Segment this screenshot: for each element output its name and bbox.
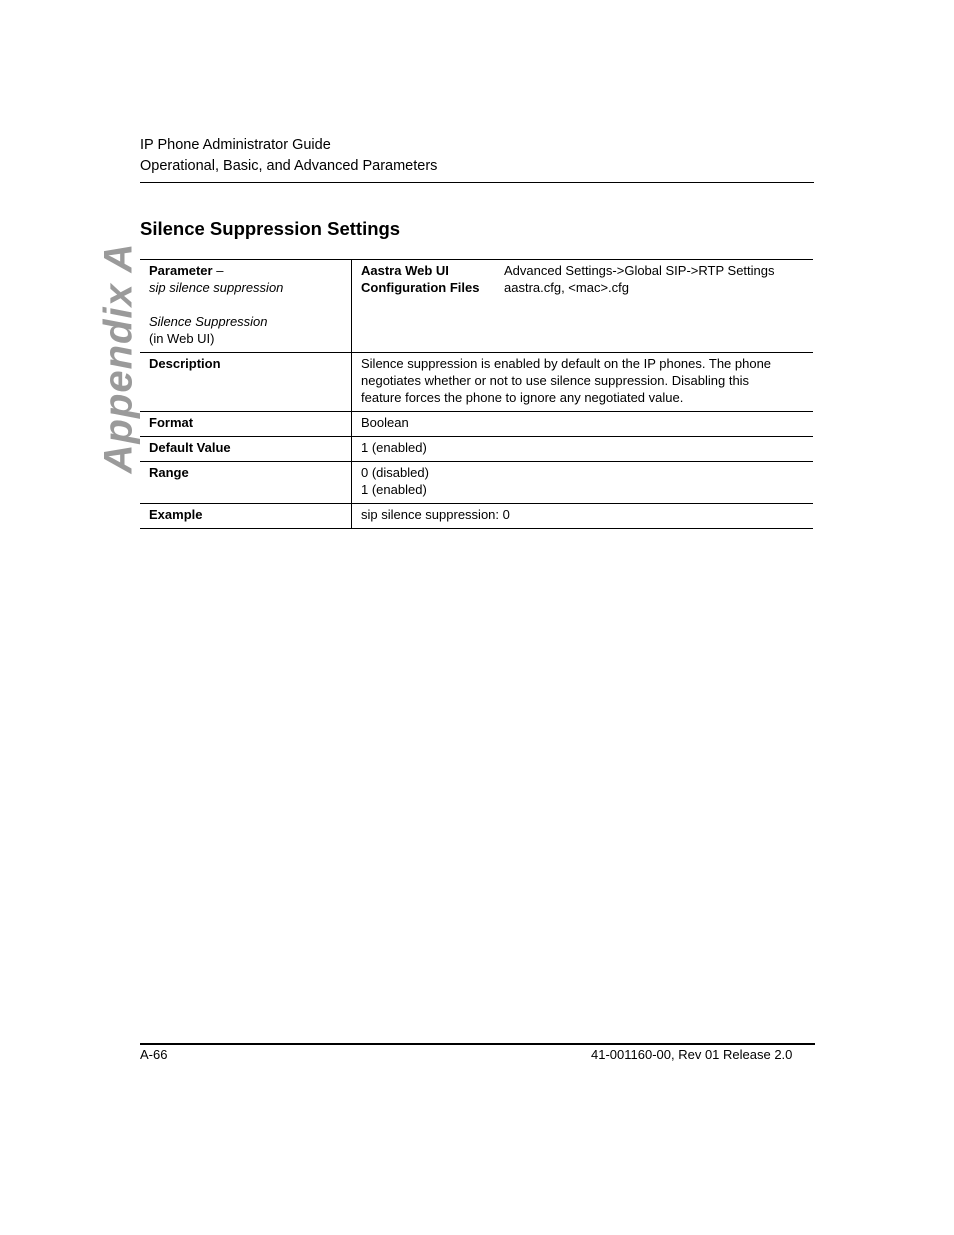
config-files-value: aastra.cfg, <mac>.cfg bbox=[504, 280, 630, 295]
appendix-side-tab-label: Appendix A bbox=[96, 242, 141, 473]
row-value bbox=[352, 462, 814, 504]
value-line: sip silence suppression: 0 bbox=[361, 507, 510, 522]
parameter-cell bbox=[140, 260, 352, 353]
row-label: Example bbox=[140, 504, 352, 529]
value-line: 1 (enabled) bbox=[361, 482, 427, 497]
row-label: Default Value bbox=[140, 437, 352, 462]
table-row-parameter bbox=[140, 260, 813, 353]
value-line: 0 (disabled) bbox=[361, 465, 429, 480]
web-ui-path: Advanced Settings->Global SIP->RTP Settings bbox=[504, 263, 775, 278]
document-id: 41-001160-00, Rev 01 Release 2.0 bbox=[591, 1047, 793, 1062]
parameter-table bbox=[140, 259, 813, 529]
appendix-side-tab bbox=[96, 242, 141, 473]
section-title: Silence Suppression Settings bbox=[140, 218, 401, 239]
running-header bbox=[140, 135, 814, 177]
row-value bbox=[352, 437, 814, 462]
row-label: Description bbox=[140, 353, 352, 412]
config-files-label: Configuration Files bbox=[361, 280, 480, 295]
location-cell bbox=[352, 260, 814, 353]
table-row-description bbox=[140, 353, 813, 412]
table-row-format bbox=[140, 412, 813, 437]
row-value bbox=[352, 504, 814, 529]
row-value bbox=[352, 412, 814, 437]
table-row-default-value bbox=[140, 437, 813, 462]
row-label: Range bbox=[140, 462, 352, 504]
web-ui-note: (in Web UI) bbox=[149, 331, 215, 346]
parameter-label: Parameter bbox=[149, 263, 213, 278]
footer-divider bbox=[140, 1043, 815, 1045]
table-row-range bbox=[140, 462, 813, 504]
parameter-dash: – bbox=[212, 263, 224, 278]
header-guide-title: IP Phone Administrator Guide bbox=[140, 137, 331, 153]
header-chapter-title: Operational, Basic, and Advanced Parameters bbox=[140, 158, 438, 174]
row-label: Format bbox=[140, 412, 352, 437]
header-divider bbox=[140, 182, 814, 183]
web-ui-label: Aastra Web UI bbox=[361, 263, 449, 278]
value-line: Silence suppression is enabled by default on the IP phones. The phone bbox=[361, 356, 772, 371]
parameter-name: sip silence suppression bbox=[149, 280, 284, 295]
value-line: Boolean bbox=[361, 415, 409, 430]
value-line: feature forces the phone to ignore any negotiated value. bbox=[361, 390, 684, 405]
row-value bbox=[352, 353, 814, 412]
value-line: negotiates whether or not to use silence suppression. Disabling this bbox=[361, 373, 750, 388]
web-ui-name: Silence Suppression bbox=[149, 314, 268, 329]
value-line: 1 (enabled) bbox=[361, 440, 427, 455]
page-number: A-66 bbox=[140, 1047, 168, 1062]
table-row-example bbox=[140, 504, 813, 529]
